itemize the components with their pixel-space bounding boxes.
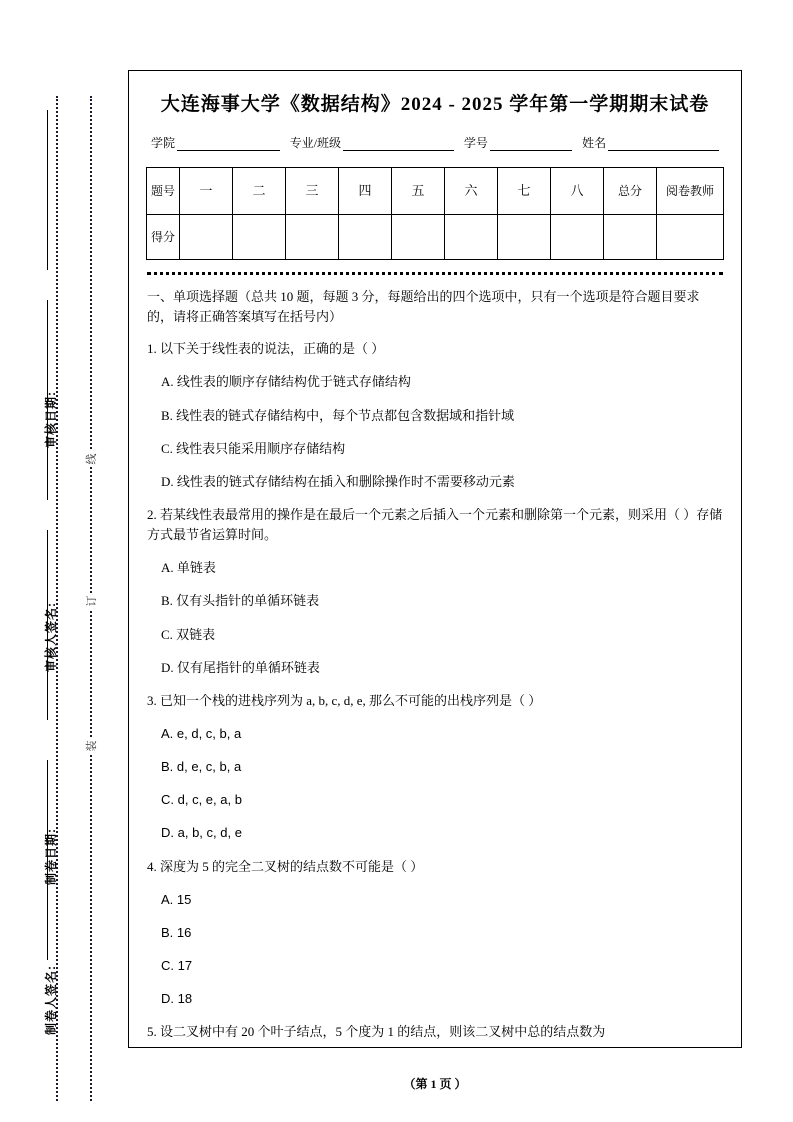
page-title: 大连海事大学《数据结构》2024 - 2025 学年第一学期期末试卷	[160, 94, 710, 115]
question-stem-5: 5. 设二叉树中有 20 个叶子结点，5 个度为 1 的结点，则该二叉树中总的结点数为	[147, 1024, 606, 1040]
question-body	[147, 287, 723, 1042]
question-3-option-a[interactable]: A. e, d, c, b, a	[161, 725, 242, 741]
col-header-3: 三	[286, 168, 339, 215]
question-1-option-c[interactable]: C. 线性表只能采用顺序存储结构	[161, 440, 346, 456]
col-header-6: 六	[445, 168, 498, 215]
question-4-option-a[interactable]: A. 15	[161, 891, 192, 907]
question-3-option-b[interactable]: B. d, e, c, b, a	[161, 759, 242, 775]
exam-paper-sheet	[128, 70, 742, 1048]
col-header-1: 一	[180, 168, 233, 215]
field-input-major-class[interactable]	[343, 137, 454, 151]
margin-label-reviewer-signature: 审核人签名:	[44, 602, 58, 672]
field-label-name: 姓名	[582, 136, 607, 150]
signature-rule-2	[47, 300, 48, 500]
score-cell-total[interactable]	[604, 215, 657, 260]
score-cell-7[interactable]	[498, 215, 551, 260]
question-1-option-b[interactable]: B. 线性表的链式存储结构中，每个节点都包含数据域和指针域	[161, 407, 515, 423]
score-cell-5[interactable]	[392, 215, 445, 260]
col-header-5: 五	[392, 168, 445, 215]
question-stem-4: 4. 深度为 5 的完全二叉树的结点数不可能是（ ）	[147, 858, 424, 874]
section-heading: 一、单项选择题（总共 10 题，每题 3 分，每题给出的四个选项中，只有一个选项是符合题目要求的，请将正确答案填写在括号内）	[147, 289, 700, 325]
margin-label-prepare-date: 制卷日期:	[44, 828, 58, 885]
score-cell-8[interactable]	[551, 215, 604, 260]
seal-char-pack: 装	[80, 738, 102, 754]
question-2-option-d[interactable]: D. 仅有尾指针的单循环链表	[161, 659, 320, 675]
score-cell-3[interactable]	[286, 215, 339, 260]
col-header-7: 七	[498, 168, 551, 215]
score-table	[146, 167, 724, 260]
score-cell-1[interactable]	[180, 215, 233, 260]
margin-label-review-date: 审核日期:	[44, 391, 58, 448]
question-4-option-b[interactable]: B. 16	[161, 924, 192, 940]
question-stem-3: 3. 已知一个栈的进栈序列为 a, b, c, d, e, 那么不可能的出栈序列是（ ）	[147, 692, 542, 708]
table-row-scores	[147, 215, 724, 260]
field-label-major-class: 专业/班级	[289, 136, 342, 150]
question-1-option-d[interactable]: D. 线性表的链式存储结构在插入和删除操作时不需要移动元素	[161, 473, 515, 489]
question-2-option-a[interactable]: A. 单链表	[161, 560, 216, 576]
question-stem-2: 2. 若某线性表最常用的操作是在最后一个元素之后插入一个元素和删除第一个元素，则采用（ ）存储方式最节省运算时间。	[147, 506, 723, 543]
score-cell-2[interactable]	[233, 215, 286, 260]
binding-margin-strip	[0, 0, 128, 1122]
col-header-2: 二	[233, 168, 286, 215]
signature-rule-1	[47, 110, 48, 270]
section-divider	[147, 272, 723, 275]
col-header-4: 四	[339, 168, 392, 215]
question-1-option-a[interactable]: A. 线性表的顺序存储结构优于链式存储结构	[161, 374, 411, 390]
field-input-college[interactable]	[177, 137, 280, 151]
col-header-marker-teacher: 阅卷教师	[657, 168, 724, 215]
col-header-total: 总分	[604, 168, 657, 215]
student-info-row	[151, 134, 719, 151]
field-label-college: 学院	[151, 136, 176, 150]
score-cell-marker-teacher[interactable]	[657, 215, 724, 260]
seal-char-line: 线	[80, 451, 102, 467]
question-4-option-d[interactable]: D. 18	[161, 991, 193, 1007]
signature-rule-3	[47, 530, 48, 720]
margin-label-preparer-signature: 制卷人签名:	[44, 965, 58, 1035]
question-4-option-c[interactable]: C. 17	[161, 957, 193, 973]
score-cell-6[interactable]	[445, 215, 498, 260]
question-3-option-c[interactable]: C. d, c, e, a, b	[161, 792, 242, 808]
question-2-option-b[interactable]: B. 仅有头指针的单循环链表	[161, 593, 320, 609]
question-3-option-d[interactable]: D. a, b, c, d, e	[161, 825, 242, 841]
field-input-student-id[interactable]	[490, 137, 572, 151]
dotted-line-outer	[56, 96, 58, 1101]
field-label-student-id: 学号	[463, 136, 488, 150]
score-cell-4[interactable]	[339, 215, 392, 260]
seal-char-bind: 订	[80, 593, 102, 609]
page-footer: （第 1 页 ）	[403, 1077, 467, 1091]
field-input-name[interactable]	[608, 137, 719, 151]
signature-rule-4	[47, 760, 48, 960]
col-header-8: 八	[551, 168, 604, 215]
question-stem-1: 1. 以下关于线性表的说法，正确的是（ ）	[147, 341, 385, 357]
question-2-option-c[interactable]: C. 双链表	[161, 626, 216, 642]
table-row-question-numbers	[147, 168, 724, 215]
row-header-question-number: 题号	[147, 168, 180, 215]
row-header-score: 得分	[147, 215, 180, 260]
